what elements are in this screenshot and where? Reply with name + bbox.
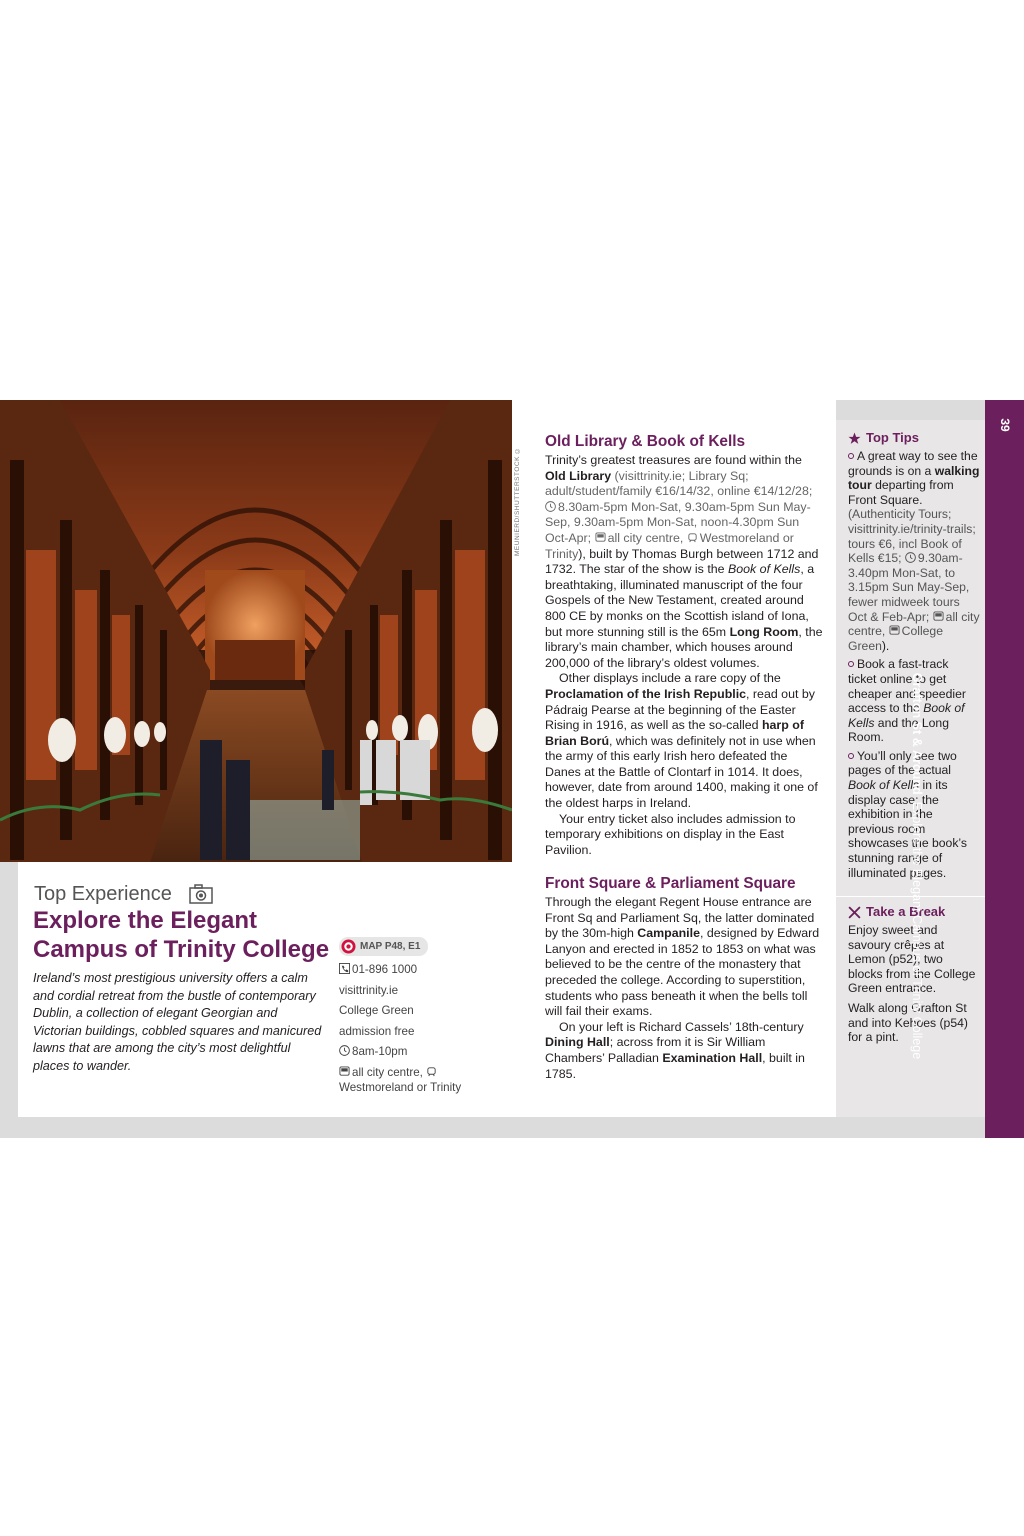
tram-text: Westmoreland or Trinity	[339, 1081, 462, 1094]
take-a-break-heading: Take a Break	[848, 904, 980, 920]
clock-icon	[545, 501, 556, 512]
bus-icon	[933, 611, 944, 622]
page-number: 39	[998, 418, 1012, 432]
tip-item: Book a fast-track ticket online to get cheaper and speedier access to the Book of Kells and the Long Room.	[848, 657, 966, 745]
hours-text: 8am-10pm	[352, 1045, 408, 1058]
old-library-section	[545, 432, 825, 858]
long-room-photo	[0, 400, 512, 862]
tip-item: You’ll only see two pages of the actual Book of Kells in its display case; the exhibition in the previous room showcases the book’s stunning range of illuminated pages.	[848, 748, 968, 880]
practical-info	[339, 937, 489, 1096]
page-title: Explore the Elegant Campus of Trinity College	[33, 907, 330, 963]
cutlery-icon	[848, 906, 861, 919]
website-link[interactable]: visittrinity.ie	[339, 983, 399, 997]
phone-line	[339, 962, 489, 978]
bus-text: all city centre,	[352, 1065, 423, 1079]
photo-credit: MEUNIERD/SHUTTERSTOCK ©	[514, 446, 521, 556]
old-library-p3: Your entry ticket also includes admission to temporary exhibitions on display in the East Pavilion.	[545, 811, 796, 857]
bus-icon	[595, 532, 606, 543]
clock-icon	[339, 1045, 350, 1056]
tip-item: A great way to see the grounds is on a walking tour departing from Front Square. (Authenticity Tours; visittrinity.ie/trinity-trails; tours €6, incl Book of Kells €15; 9.30am-3.40pm Mon-Sat, to 3.15pm Sun May-Sep, fewer midweek tours Oct & Feb-Apr; all city centre, College Green).	[848, 449, 980, 653]
section-tab-strip	[985, 400, 1024, 1138]
transport-line	[339, 1065, 489, 1096]
bullet-icon	[848, 661, 854, 667]
star-icon	[848, 432, 861, 445]
chapter-name: Grafton St & Around	[910, 672, 924, 795]
old-library-p1: Trinity’s greatest treasures are found within the Old Library (visittrinity.ie; Library Sq; adult/student/family €16/14/32, online €14/12/28; 8.30am-5pm Mon-Sat, 9.30am-5pm Sun May-Sep, 9.30am-5pm Mon-Sat, noon-4.30pm Sun Oct-Apr; all city centre, Westmoreland or Trinity), built by Thomas Burgh between 1712 and 1732. The star of the show is the Book of Kells, a breathtaking, illuminated manuscript of the four Gospels of the New Testament, created around 800 CE by monks on the Scottish island of Iona, but more stunning still is the 65m Long Room, the library’s main chamber, which houses around 200,000 of the library’s oldest volumes.	[545, 453, 823, 670]
take-a-break-p1: Enjoy sweet and savoury crêpes at Lemon (p52), two blocks from the College Green entrance.	[848, 923, 976, 996]
intro-paragraph: Ireland’s most prestigious university offers a calm and cordial retreat from the bustle of contemporary Dublin, a collection of elegant Georgian and Victorian buildings, cobbled squares and manicured lawns that are among the city’s most delightful places to wander.	[33, 971, 322, 1073]
map-reference-label: MAP P48, E1	[360, 941, 421, 952]
hours-line	[339, 1044, 489, 1060]
front-square-section	[545, 874, 825, 1082]
tram-icon	[426, 1066, 437, 1077]
bus-icon	[339, 1066, 350, 1077]
take-a-break-p2: Walk along Grafton St and into Kehoes (p54) for a pint.	[848, 1000, 968, 1045]
bullet-icon	[848, 753, 854, 759]
top-tips-heading: Top Tips	[848, 430, 980, 446]
location-text: College Green	[339, 1004, 414, 1017]
phone-number[interactable]: 01-896 1000	[352, 963, 418, 976]
phone-icon	[339, 963, 350, 974]
top-experience-label: Top Experience	[34, 883, 172, 905]
camera-icon	[189, 884, 213, 904]
front-square-p2: On your left is Richard Cassels’ 18th-century Dining Hall; across from it is Sir William Chambers’ Palladian Examination Hall, built in 1785.	[545, 1019, 805, 1081]
front-square-heading: Front Square & Parliament Square	[545, 875, 796, 892]
clock-icon	[905, 552, 916, 563]
section-name: Explore the Elegant Campus of Trinity College	[910, 801, 924, 1060]
old-library-heading: Old Library & Book of Kells	[545, 433, 746, 450]
running-header	[902, 646, 924, 1086]
map-reference[interactable]	[339, 937, 428, 956]
bullet-icon	[848, 453, 854, 459]
front-square-p1: Through the elegant Regent House entrance are Front Sq and Parliament Sq, the latter dominated by the 30m-high Campanile, designed by Edward Lanyon and erected in 1852 to 1853 on what was believed to be the centre of the monastery that preceded the college. According to superstition, students who pass beneath it when the bells toll will fail their exams.	[545, 895, 820, 1019]
tram-icon	[687, 532, 698, 543]
admission-text: admission free	[339, 1024, 415, 1038]
map-target-icon	[341, 939, 356, 954]
bus-icon	[889, 625, 900, 636]
old-library-p2: Other displays include a rare copy of the Proclamation of the Irish Republic, read out by Pádraig Pearse at the beginning of the Easter Rising in 1916, as well as the so-called harp of Brian Ború, which was definitely not in use when the army of this early Irish hero defeated the Danes at the Battle of Clontarf in 1014. It does, however, date from around 1400, making it one of the oldest harps in Ireland.	[545, 671, 818, 811]
